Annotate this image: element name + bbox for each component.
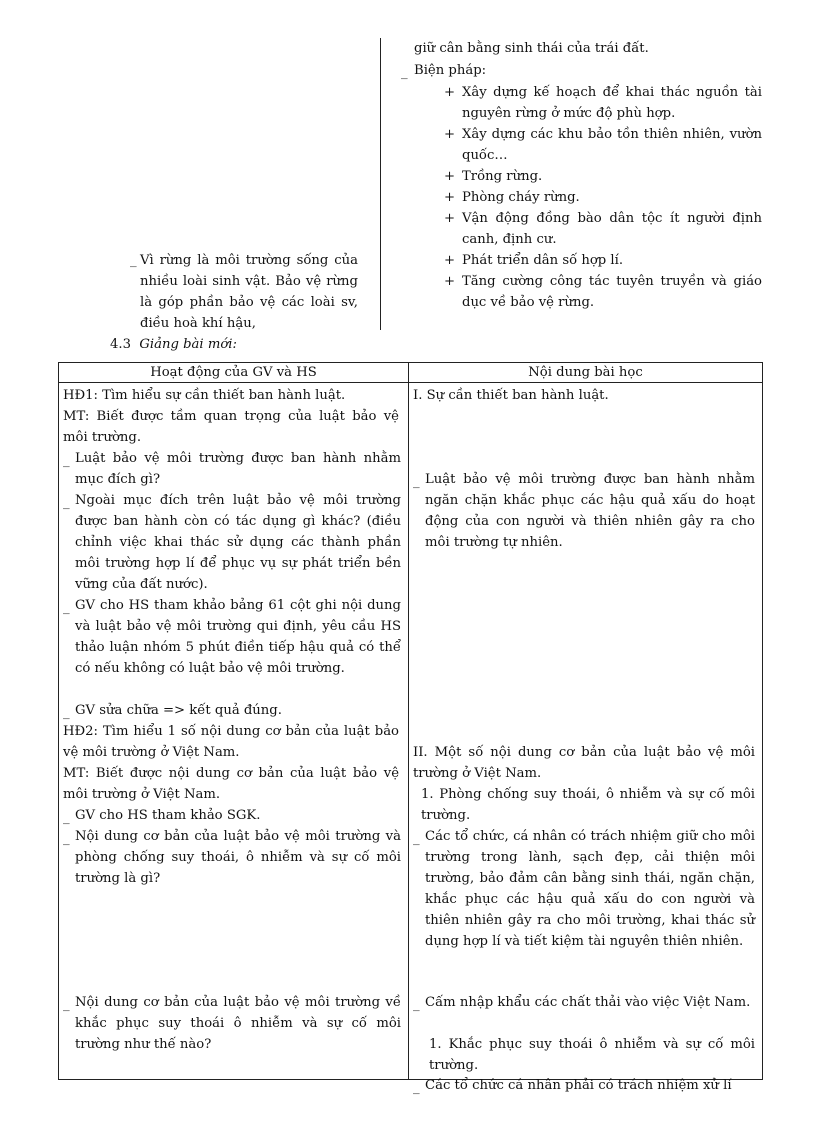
plus-icon: + [444, 253, 456, 268]
plus-icon: + [444, 190, 456, 205]
dash-marker: _ [63, 997, 70, 1012]
content-cell [409, 383, 763, 1095]
dash-marker: _ [63, 453, 70, 468]
plus-icon: + [444, 211, 456, 226]
dash-marker: _ [63, 600, 70, 615]
measures-label: Biện pháp: [414, 63, 487, 78]
section-1-heading: I. Sự cần thiết ban hành luật. [413, 388, 609, 403]
dash-marker: _ [63, 495, 70, 510]
activities-cell [59, 383, 409, 1080]
hd2-title: HĐ2: Tìm hiểu 1 số nội dung cơ bản của luật bảo vệ môi trường ở Việt Nam. [63, 724, 399, 760]
dash-marker: _ [130, 253, 137, 268]
plus-icon: + [444, 274, 456, 289]
question-4: GV sửa chữa => kết quả đúng. [75, 703, 282, 718]
answer-2: Các tổ chức, cá nhân có trách nhiệm giữ cho môi trường trong lành, sạch đẹp, cải thiện môi trường, bảo đảm cân bằng sinh thái, ngăn chặn, khắc phục các hậu quả xấu do con người và thiên nhiên gây ra cho môi trường, khai thác sử dụng hợp lí và tiết kiệm tài nguyên thiên nhiên. [425, 829, 755, 949]
hd1-title: HĐ1: Tìm hiểu sự cần thiết ban hành luật. [63, 388, 346, 403]
forest-answer [130, 250, 358, 334]
table-row [59, 383, 763, 1080]
question-1: Luật bảo vệ môi trường được ban hành nhằm mục đích gì? [75, 451, 401, 487]
section-title: Giảng bài mới: [139, 337, 237, 352]
answer-1: Luật bảo vệ môi trường được ban hành nhằm ngăn chặn khắc phục các hậu quả xấu do hoạt động của con người và thiên nhiên gây ra cho môi trường tự nhiên. [425, 472, 755, 550]
lesson-table [58, 362, 763, 1095]
column-divider-line [380, 38, 381, 330]
plus-icon: + [444, 127, 456, 142]
dash-marker: _ [401, 65, 408, 80]
dash-marker: _ [63, 810, 70, 825]
hd2-goal: MT: Biết được nội dung cơ bản của luật bảo vệ môi trường ở Việt Nam. [63, 766, 399, 802]
question-5: GV cho HS tham khảo SGK. [75, 808, 261, 823]
section-number: 4.3 [110, 337, 131, 352]
section-2-heading: II. Một số nội dung cơ bản của luật bảo vệ môi trường ở Việt Nam. [413, 745, 755, 781]
dash-marker: _ [413, 831, 420, 846]
question-2: Ngoài mục đích trên luật bảo vệ môi trường được ban hành còn có tác dụng gì khác? (điều chỉnh việc khai thác sử dụng các thành phần môi trường hợp lí để phục vụ sự phát triển bền vững của đất nước). [75, 493, 401, 592]
dash-marker: _ [413, 1080, 420, 1095]
plus-icon: + [444, 169, 456, 184]
dash-marker: _ [413, 474, 420, 489]
table-header-row [59, 363, 763, 383]
answer-4: Các tổ chức cá nhân phải có trách nhiệm xử lí [425, 1078, 732, 1093]
continuation-text: giữ cân bằng sinh thái của trái đất. [414, 41, 649, 56]
question-3: GV cho HS tham khảo bảng 61 cột ghi nội dung và luật bảo vệ môi trường qui định, yêu cầu HS thảo luận nhóm 5 phút điền tiếp hậu quả có thể có nếu không có luật bảo vệ môi trường. [75, 598, 401, 676]
forest-answer-text: Vì rừng là môi trường sống của nhiều loài sinh vật. Bảo vệ rừng là góp phần bảo vệ các loài sv, điều hoà khí hậu, [140, 253, 358, 331]
subsection-1: 1. Phòng chống suy thoái, ô nhiễm và sự cố môi trường. [421, 787, 755, 823]
subsection-2: 1. Khắc phục suy thoái ô nhiễm và sự cố môi trường. [429, 1037, 755, 1073]
answer-3: Cấm nhập khẩu các chất thải vào việc Việt Nam. [425, 995, 751, 1010]
dash-marker: _ [63, 705, 70, 720]
dash-marker: _ [63, 831, 70, 846]
question-7: Nội dung cơ bản của luật bảo vệ môi trường về khắc phục suy thoái ô nhiễm và sự cố môi trường như thế nào? [75, 995, 401, 1052]
section-heading [110, 334, 237, 355]
dash-marker: _ [413, 997, 420, 1012]
hd1-goal: MT: Biết được tầm quan trọng của luật bảo vệ môi trường. [63, 409, 399, 445]
header-activities: Hoạt động của GV và HS [59, 363, 409, 383]
header-content: Nội dung bài học [409, 363, 763, 383]
question-6: Nội dung cơ bản của luật bảo vệ môi trường và phòng chống suy thoái, ô nhiễm và sự cố môi trường là gì? [75, 829, 401, 886]
plus-icon: + [444, 85, 456, 100]
